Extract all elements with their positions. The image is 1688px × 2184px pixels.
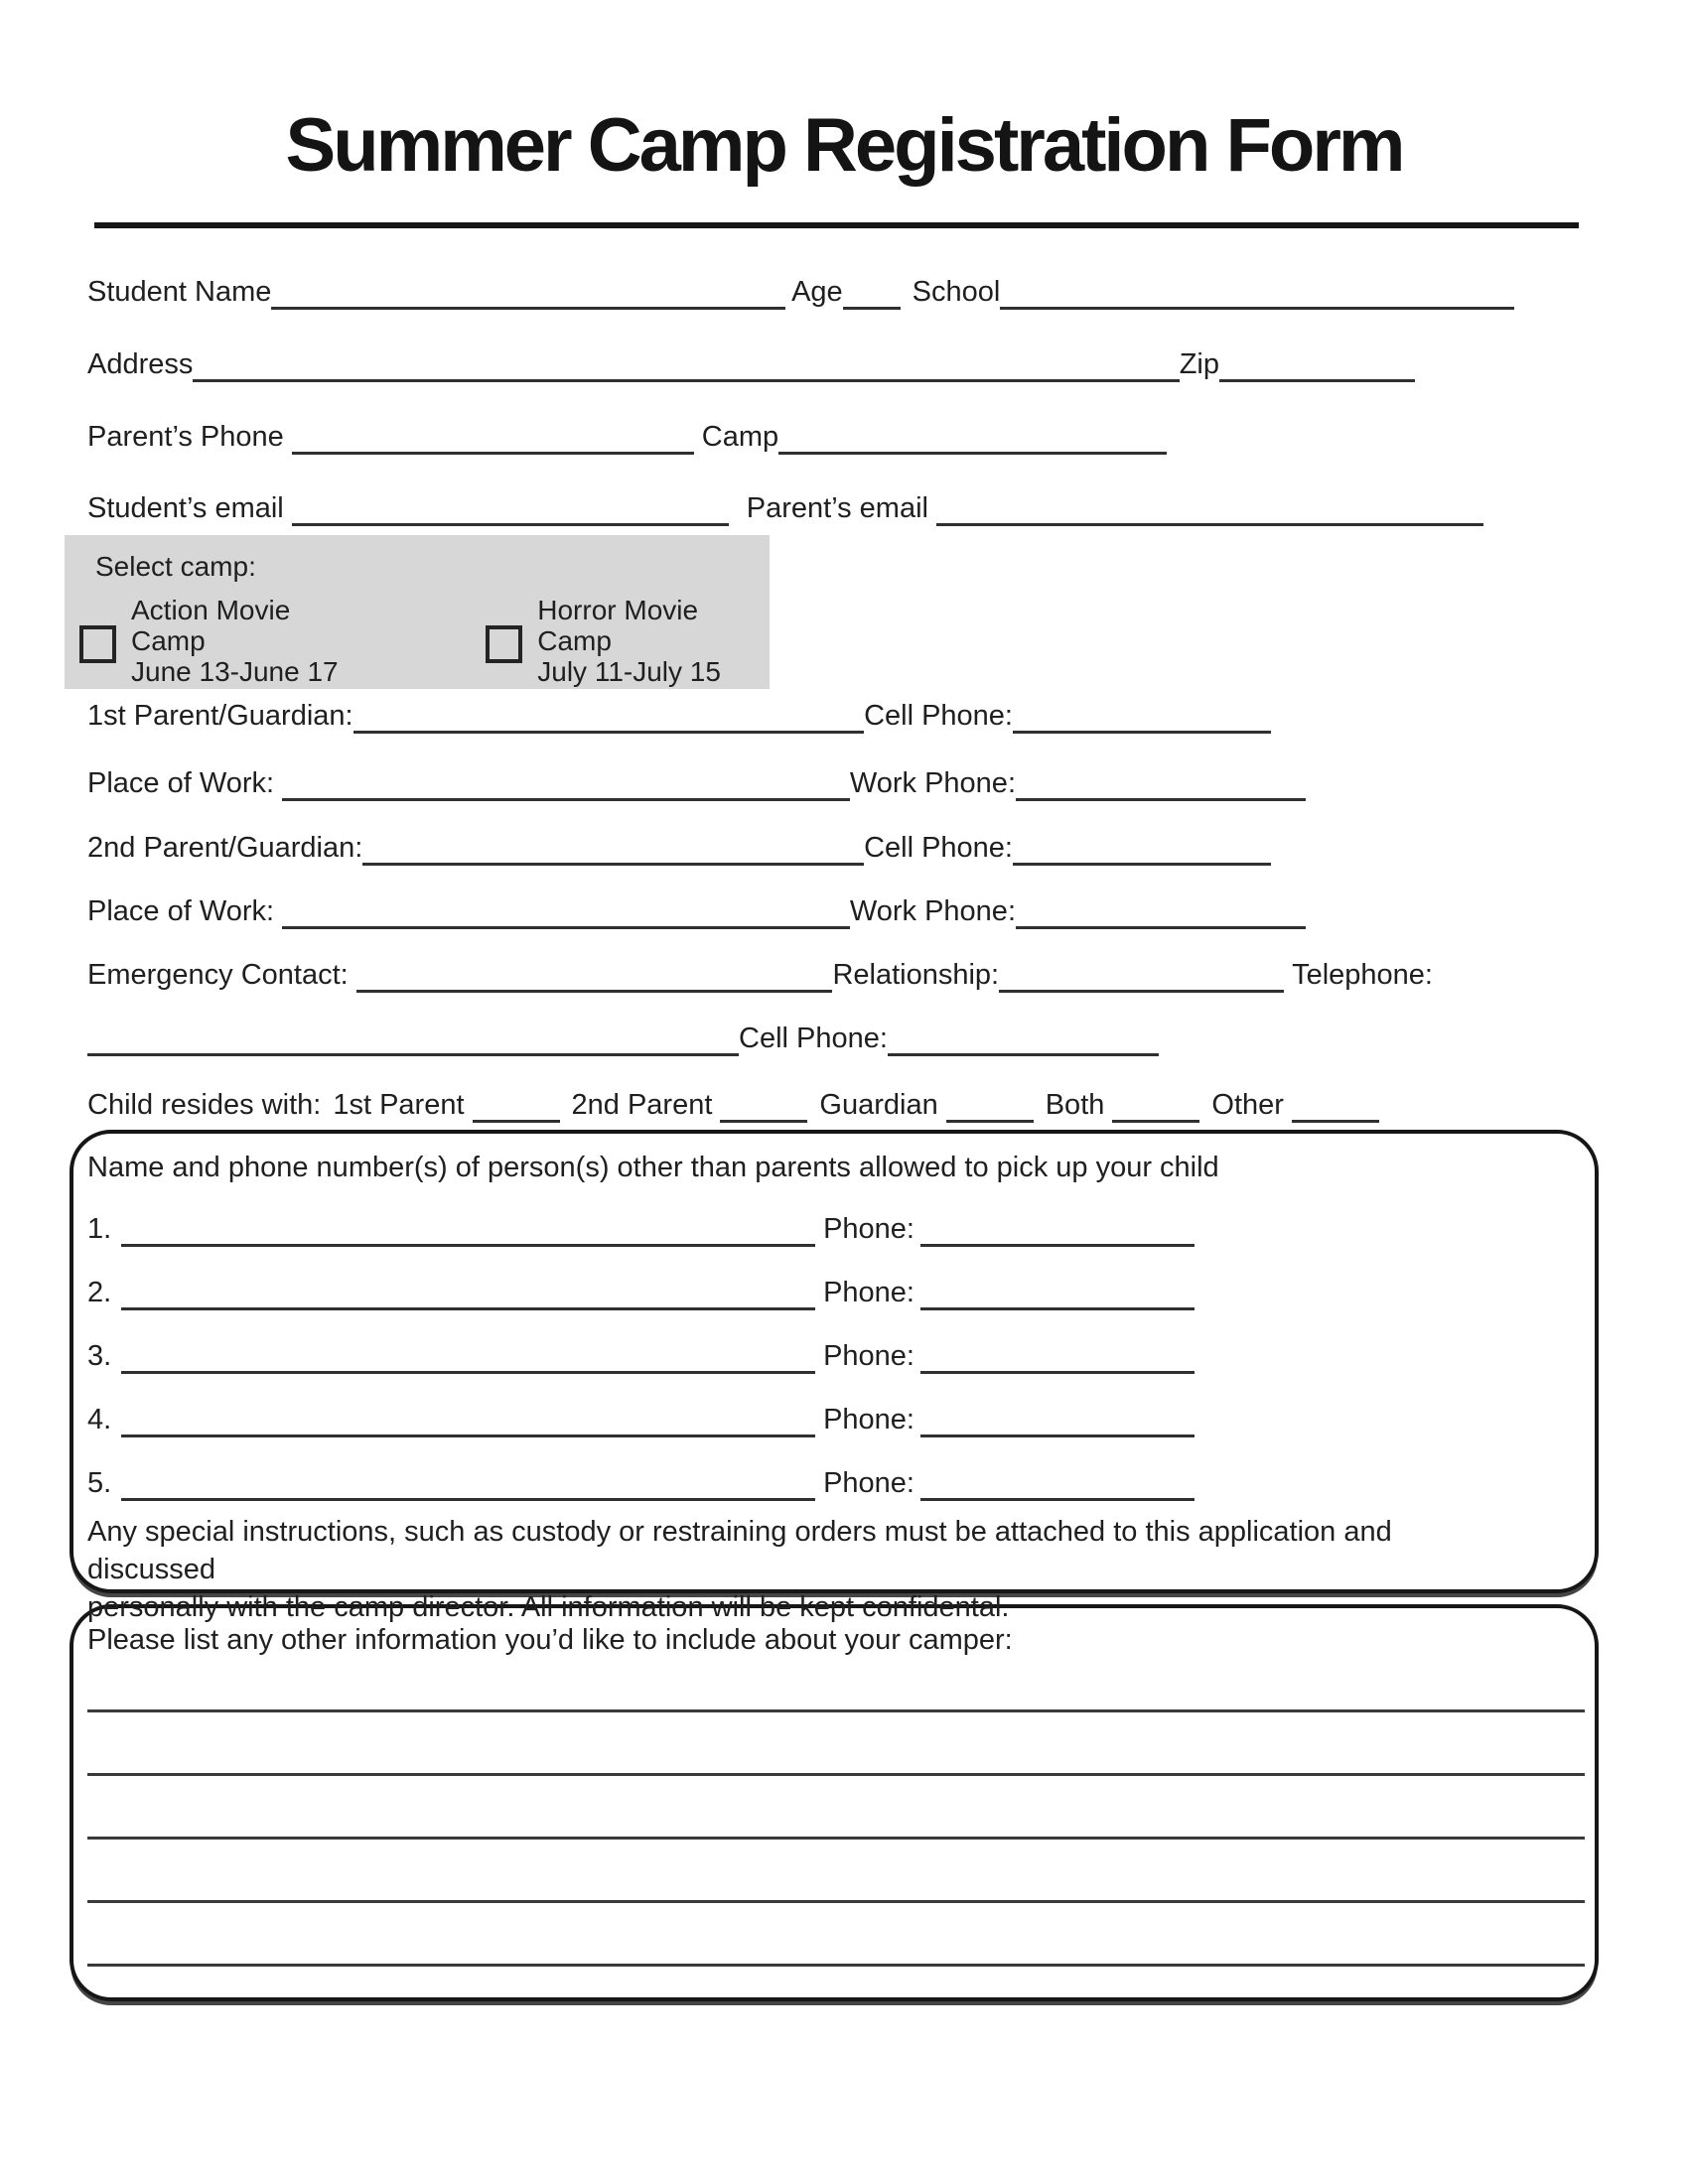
camp-option-name: Action Movie Camp <box>131 595 291 656</box>
pickup-row <box>87 1402 1195 1437</box>
camp-input-line[interactable] <box>778 419 1167 455</box>
emergency-contact-label: Emergency Contact: <box>87 959 349 991</box>
pickup-row-number: 4. <box>87 1404 112 1435</box>
emergency-contact-input-line[interactable] <box>356 957 833 993</box>
telephone-label: Telephone: <box>1292 959 1433 991</box>
page-title: Summer Camp Registration Form <box>285 103 1403 188</box>
first-work-row <box>87 765 1306 801</box>
pickup-phone-line-4[interactable] <box>920 1402 1195 1437</box>
second-work-input-line[interactable] <box>282 893 850 929</box>
pickup-row <box>87 1338 1195 1374</box>
student-name-input-line[interactable] <box>271 274 785 310</box>
phone-label: Phone: <box>823 1277 914 1308</box>
relationship-input-line[interactable] <box>999 957 1284 993</box>
parents-phone-input-line[interactable] <box>292 419 694 455</box>
pickup-name-line-3[interactable] <box>121 1338 815 1374</box>
second-guardian-cell-line[interactable] <box>1013 830 1271 866</box>
resides-option-label: 1st Parent <box>333 1089 465 1121</box>
resides-other-line[interactable] <box>1292 1087 1379 1123</box>
place-of-work-label: Place of Work: <box>87 767 275 799</box>
pickup-phone-line-1[interactable] <box>920 1211 1195 1247</box>
school-label: School <box>912 276 1001 308</box>
camp-label: Camp <box>701 421 779 453</box>
other-info-write-line-3[interactable] <box>87 1776 1585 1840</box>
second-guardian-input-line[interactable] <box>362 830 864 866</box>
resides-both-line[interactable] <box>1112 1087 1199 1123</box>
select-camp-box <box>65 535 770 689</box>
pickup-row <box>87 1275 1195 1310</box>
resides-first-parent-line[interactable] <box>473 1087 560 1123</box>
pickup-row <box>87 1465 1195 1501</box>
cell-phone-label: Cell Phone: <box>864 700 1013 732</box>
select-camp-label: Select camp: <box>95 551 256 582</box>
note-line: personally with the camp director. All information will be kept confidental. <box>87 1591 1010 1623</box>
phone-label: Phone: <box>823 1340 914 1372</box>
pickup-name-line-5[interactable] <box>121 1465 815 1501</box>
emergency-cell-line[interactable] <box>888 1021 1159 1056</box>
other-info-box <box>70 1604 1599 2001</box>
resides-option-label: Other <box>1211 1089 1284 1121</box>
child-resides-row <box>87 1087 1688 1123</box>
parents-email-label: Parent’s email <box>746 492 928 524</box>
pickup-phone-line-2[interactable] <box>920 1275 1195 1310</box>
pickup-row <box>87 1211 1195 1247</box>
parents-phone-label: Parent’s Phone <box>87 421 284 453</box>
other-info-write-line-2[interactable] <box>87 1712 1585 1776</box>
camp-option-dates: July 11-July 15 <box>537 656 721 687</box>
pickup-name-line-1[interactable] <box>121 1211 815 1247</box>
child-resides-label: Child resides with: <box>87 1089 322 1121</box>
age-input-line[interactable] <box>843 274 901 310</box>
parents-email-input-line[interactable] <box>936 490 1483 526</box>
zip-input-line[interactable] <box>1219 346 1415 382</box>
first-guardian-cell-line[interactable] <box>1013 698 1271 734</box>
camp-option-text <box>537 595 770 687</box>
cell-phone-label: Cell Phone: <box>739 1023 888 1054</box>
second-guardian-row <box>87 830 1271 866</box>
address-input-line[interactable] <box>193 346 1179 382</box>
address-row <box>87 346 1415 382</box>
horror-camp-checkbox[interactable] <box>486 625 522 663</box>
phone-label: Phone: <box>823 1467 914 1499</box>
resides-option-label: 2nd Parent <box>571 1089 713 1121</box>
student-name-label: Student Name <box>87 276 272 308</box>
phone-label: Phone: <box>823 1213 914 1245</box>
pickup-row-number: 3. <box>87 1340 112 1372</box>
place-of-work-label: Place of Work: <box>87 895 275 927</box>
parents-phone-row <box>87 419 1167 455</box>
resides-option-label: Guardian <box>819 1089 938 1121</box>
work-phone-label: Work Phone: <box>849 767 1016 799</box>
pickup-persons-box <box>70 1130 1599 1623</box>
zip-label: Zip <box>1179 348 1219 380</box>
pickup-header: Name and phone number(s) of person(s) other than parents allowed to pick up your child <box>87 1152 1219 1183</box>
age-label: Age <box>791 276 843 308</box>
pickup-row-number: 5. <box>87 1467 112 1499</box>
emails-row <box>87 490 1483 526</box>
other-info-header: Please list any other information you’d like to include about your camper: <box>87 1624 1013 1656</box>
camp-option-dates: June 13-June 17 <box>131 656 339 687</box>
camp-option-text <box>131 595 361 687</box>
pickup-phone-line-3[interactable] <box>920 1338 1195 1374</box>
emergency-phone-row <box>87 1021 1159 1056</box>
camp-option-name: Horror Movie Camp <box>537 595 699 656</box>
relationship-label: Relationship: <box>832 959 1000 991</box>
pickup-name-line-4[interactable] <box>121 1402 815 1437</box>
pickup-name-line-2[interactable] <box>121 1275 815 1310</box>
other-info-write-line-5[interactable] <box>87 1903 1585 1967</box>
first-work-phone-line[interactable] <box>1016 765 1306 801</box>
emergency-contact-row <box>87 957 1433 993</box>
student-name-row <box>87 274 1514 310</box>
students-email-label: Student’s email <box>87 492 284 524</box>
title-divider <box>94 222 1579 228</box>
first-guardian-label: 1st Parent/Guardian: <box>87 700 353 732</box>
cell-phone-label: Cell Phone: <box>864 832 1013 864</box>
resides-guardian-line[interactable] <box>946 1087 1034 1123</box>
camp-option-action <box>79 595 361 687</box>
resides-second-parent-line[interactable] <box>720 1087 807 1123</box>
note-line: Any special instructions, such as custody or restraining orders must be attached to this application and discussed <box>87 1516 1392 1585</box>
first-guardian-row <box>87 698 1271 734</box>
action-camp-checkbox[interactable] <box>79 625 116 663</box>
camp-option-horror <box>486 595 770 687</box>
select-camp-options <box>79 595 770 687</box>
students-email-input-line[interactable] <box>292 490 729 526</box>
telephone-input-line[interactable] <box>87 1021 739 1056</box>
second-guardian-label: 2nd Parent/Guardian: <box>87 832 363 864</box>
pickup-row-number: 1. <box>87 1213 112 1245</box>
first-guardian-input-line[interactable] <box>353 698 864 734</box>
second-work-phone-line[interactable] <box>1016 893 1306 929</box>
other-info-write-line-1[interactable] <box>87 1658 1585 1712</box>
phone-label: Phone: <box>823 1404 914 1435</box>
first-work-input-line[interactable] <box>282 765 850 801</box>
work-phone-label: Work Phone: <box>849 895 1016 927</box>
other-info-write-line-4[interactable] <box>87 1840 1585 1903</box>
second-work-row <box>87 893 1306 929</box>
pickup-phone-line-5[interactable] <box>920 1465 1195 1501</box>
pickup-row-number: 2. <box>87 1277 112 1308</box>
address-label: Address <box>87 348 194 380</box>
resides-option-label: Both <box>1045 1089 1105 1121</box>
school-input-line[interactable] <box>1000 274 1514 310</box>
